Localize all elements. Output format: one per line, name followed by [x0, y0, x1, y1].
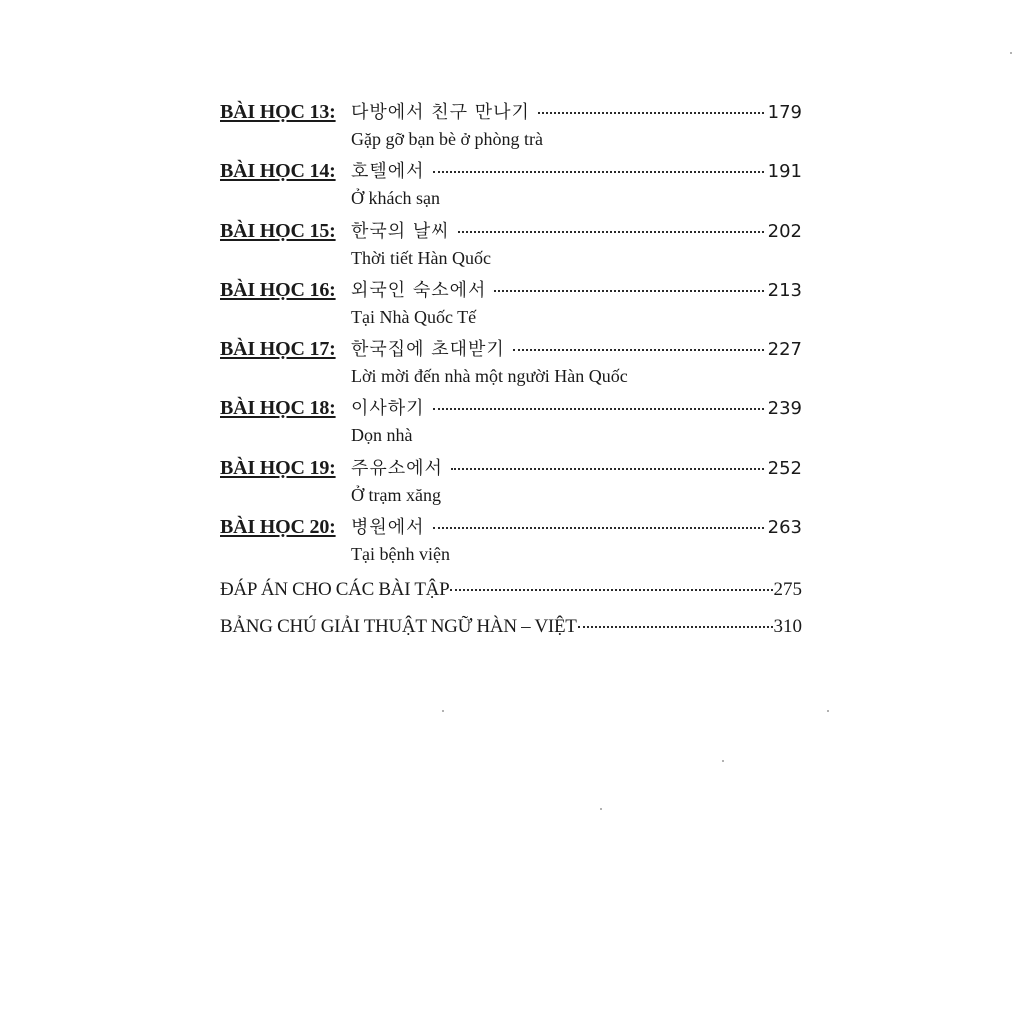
lesson-label: BÀI HỌC 15:: [220, 219, 336, 242]
toc-entry-lesson-16: [220, 276, 802, 335]
toc-entry-lesson-14: [220, 157, 802, 216]
toc-entry-line: [220, 335, 802, 363]
dot-leader: [433, 527, 764, 529]
toc-entry-lesson-13: [220, 98, 802, 157]
lesson-label: BÀI HỌC 20:: [220, 516, 336, 539]
scan-speck: [600, 808, 602, 810]
toc-entry-lesson-18: [220, 394, 802, 453]
scan-speck: [442, 710, 444, 712]
toc-entry-lesson-20: [220, 513, 802, 572]
lesson-subtitle: Ở khách sạn: [351, 188, 440, 209]
lesson-subtitle: Lời mời đến nhà một người Hàn Quốc: [351, 366, 628, 387]
dot-leader: [433, 408, 764, 410]
toc-entry-lesson-19: [220, 454, 802, 513]
lesson-title: 외국인 숙소에서: [351, 279, 487, 301]
page-number: 252: [767, 457, 802, 479]
table-of-contents: [220, 98, 802, 646]
lesson-subtitle: Thời tiết Hàn Quốc: [351, 247, 491, 268]
lesson-label: BÀI HỌC 16:: [220, 278, 336, 301]
dot-leader: [494, 290, 763, 292]
dot-leader: [538, 112, 764, 114]
lesson-subtitle: Dọn nhà: [351, 425, 413, 446]
lesson-title: 한국집에 초대받기: [351, 339, 505, 361]
lesson-label: BÀI HỌC 17:: [220, 338, 336, 361]
toc-entry-answer-key: [220, 572, 802, 609]
lesson-title: 주유소에서: [351, 457, 443, 479]
toc-entry-line: [220, 394, 802, 422]
page-number: 310: [773, 616, 802, 638]
scan-speck: [722, 760, 724, 762]
lesson-title: 이사하기: [351, 398, 425, 420]
toc-entry-line: [220, 276, 802, 304]
toc-entry-glossary: [220, 609, 802, 646]
toc-entry-lesson-17: [220, 335, 802, 394]
scan-speck: [827, 710, 829, 712]
page-number: 179: [767, 102, 802, 123]
page-number: 275: [773, 579, 802, 601]
page-number: 191: [767, 161, 802, 183]
lesson-title: 호텔에서: [351, 161, 425, 183]
page-number: 263: [767, 517, 802, 539]
lesson-title: 한국의 날씨: [351, 220, 450, 242]
lesson-label: BÀI HỌC 14:: [220, 160, 336, 183]
page-number: 239: [767, 398, 802, 420]
dot-leader: [450, 589, 772, 591]
dot-leader: [433, 171, 764, 173]
toc-entry-line: [220, 98, 802, 126]
lesson-subtitle: Ở trạm xăng: [351, 484, 441, 505]
page-number: 202: [767, 220, 802, 242]
section-title: BẢNG CHÚ GIẢI THUẬT NGỮ HÀN – VIỆT: [220, 616, 577, 638]
lesson-title: 병원에서: [351, 517, 425, 539]
dot-leader: [513, 349, 764, 351]
page-number: 227: [767, 339, 802, 361]
dot-leader: [451, 468, 764, 470]
scan-speck: [1010, 52, 1012, 54]
lesson-label: BÀI HỌC 13:: [220, 101, 336, 123]
toc-entry-lesson-15: [220, 217, 802, 276]
toc-entry-line: [220, 513, 802, 541]
toc-entry-line: [220, 217, 802, 245]
toc-entry-line: [220, 157, 802, 185]
lesson-title: 다방에서 친구 만나기: [351, 102, 530, 123]
section-title: ĐÁP ÁN CHO CÁC BÀI TẬP: [220, 579, 450, 601]
lesson-label: BÀI HỌC 19:: [220, 456, 336, 479]
lesson-subtitle: Tại bệnh viện: [351, 544, 450, 565]
toc-entry-line: [220, 454, 802, 482]
lesson-subtitle: Tại Nhà Quốc Tế: [351, 306, 477, 327]
lesson-subtitle: Gặp gỡ bạn bè ở phòng trà: [351, 129, 543, 149]
lesson-label: BÀI HỌC 18:: [220, 397, 336, 420]
dot-leader: [578, 626, 773, 628]
dot-leader: [458, 231, 764, 233]
page-number: 213: [767, 279, 802, 301]
